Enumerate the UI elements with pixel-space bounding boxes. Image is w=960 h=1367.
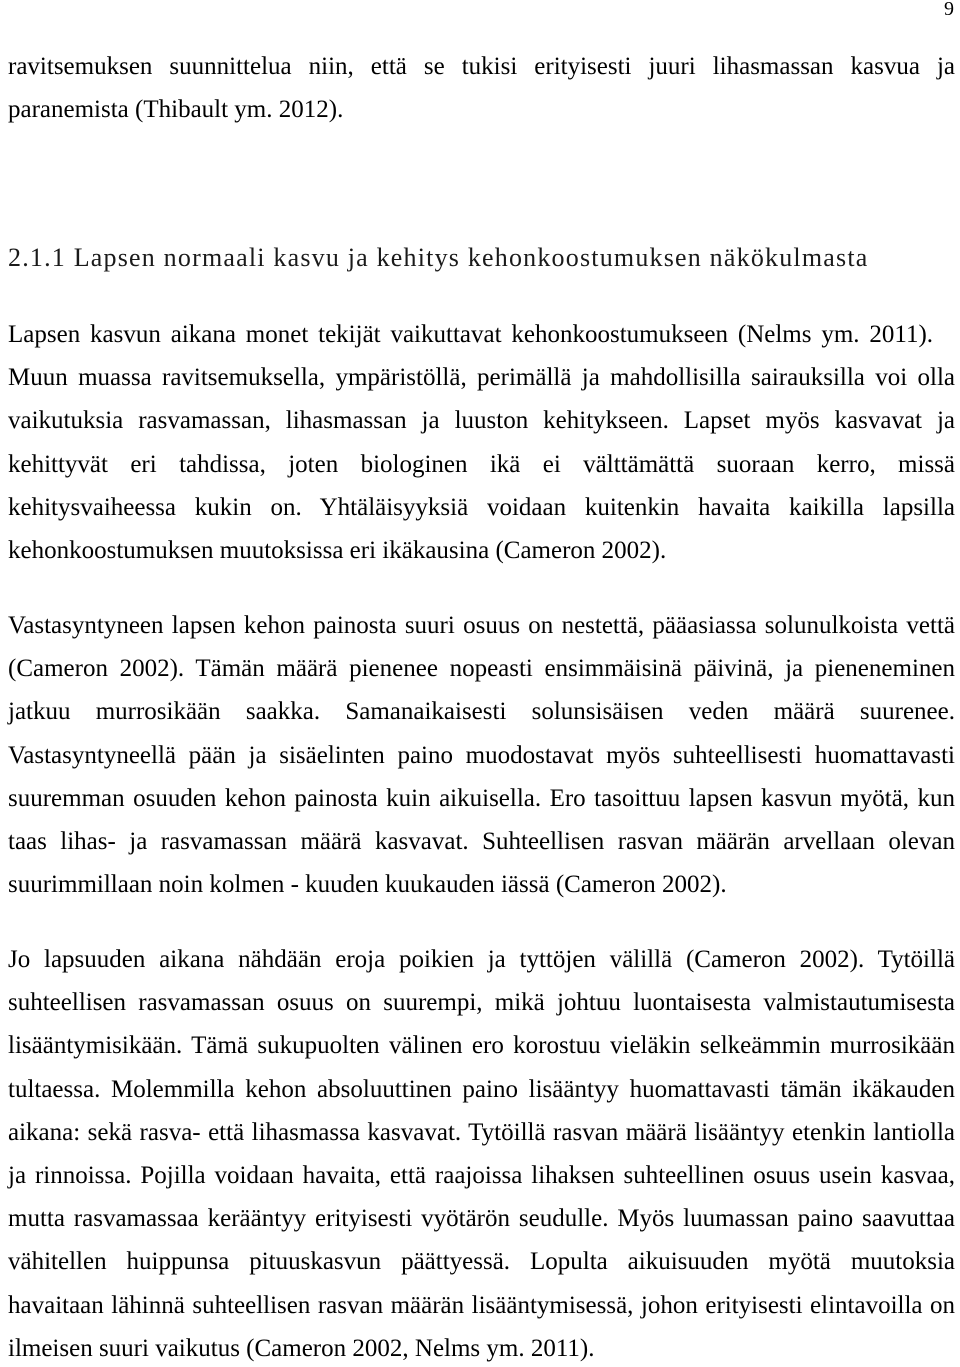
text-line: suhteellisen rasvamassan osuus on suurempi, mikä johtuu luontaisesta valmistautumisesta <box>8 989 955 1017</box>
text-line: (Cameron 2002). Tämän määrä pienenee nopeasti ensimmäisinä päivinä, ja pieneneminen <box>8 655 955 683</box>
text-line: Jo lapsuuden aikana nähdään eroja poikien ja tyttöjen välillä (Cameron 2002). Tytöillä <box>8 946 955 973</box>
text-line: Vastasyntyneellä pään ja sisäelinten paino muodostavat myös suhteellisesti huomattavasti <box>8 741 955 769</box>
text-line: kehitysvaiheessa kukin on. Yhtäläisyyksiä voidaan kuitenkin havaita kaikilla lapsilla <box>8 493 955 521</box>
text-line: Vastasyntyneen lapsen kehon painosta suuri osuus on nestettä, pääasiassa solunulkoista vettä <box>8 612 955 639</box>
text-line: ilmeisen suuri vaikutus (Cameron 2002, Nelms ym. 2011). <box>8 1334 595 1362</box>
text-line: vaikutuksia rasvamassan, lihasmassan ja luuston kehitykseen. Lapset myös kasvavat ja <box>8 407 955 435</box>
text-line: ja rinnoissa. Pojilla voidaan havaita, että raajoissa lihaksen suhteellinen osuus usein kasvaa, <box>8 1161 955 1189</box>
paragraph <box>8 609 955 902</box>
section-heading: 2.1.1 Lapsen normaali kasvu ja kehitys kehonkoostumuksen näkökulmasta <box>8 243 869 272</box>
text-line: taas lihas- ja rasvamassan määrä kasvavat. Suhteellisen rasvan määrän arvellaan olevan <box>8 827 955 855</box>
text-line: kehonkoostumuksen muutoksissa eri ikäkausina (Cameron 2002). <box>8 536 667 564</box>
page-number: 9 <box>944 0 954 20</box>
paragraph <box>8 318 955 568</box>
text-line: ravitsemuksen suunnittelua niin, että se tukisi erityisesti juuri lihasmassan kasvua ja <box>8 53 955 80</box>
text-line: suurimmillaan noin kolmen - kuuden kuukauden iässä (Cameron 2002). <box>8 871 727 899</box>
text-line: Lapsen kasvun aikana monet tekijät vaikuttavat kehonkoostumukseen (Nelms ym. 2011). <box>8 321 934 348</box>
text-line: vähitellen huippunsa pituuskasvun päättyessä. Lopulta aikuisuuden myötä muutoksia <box>8 1248 955 1276</box>
text-line: jatkuu murrosikään saakka. Samanaikaisesti solunsisäisen veden määrä suurenee. <box>8 698 955 726</box>
text-line: mutta rasvamassaa kerääntyy erityisesti vyötärön seudulle. Myös luumassan paino saavuttaa <box>8 1205 955 1233</box>
text-line: paranemista (Thibault ym. 2012). <box>8 96 344 124</box>
text-line: lisääntymisikään. Tämä sukupuolten välinen ero korostuu vieläkin selkeämmin murrosikään <box>8 1032 955 1060</box>
text-line: tultaessa. Molemmilla kehon absoluuttinen paino lisääntyy huomattavasti tämän ikäkauden <box>8 1075 955 1103</box>
paragraph <box>8 943 955 1366</box>
text-line: Muun muassa ravitsemuksella, ympäristöllä, perimällä ja mahdollisilla sairauksilla voi olla <box>8 364 955 392</box>
text-line: aikana: sekä rasva- että lihasmassa kasvavat. Tytöillä rasvan määrä lisääntyy etenkin lantiolla <box>8 1118 955 1146</box>
paragraph-intro <box>8 50 955 127</box>
text-line: havaitaan lähinnä suhteellisen rasvan määrän lisääntymisessä, johon erityisesti elintavoilla on <box>8 1291 955 1319</box>
text-line: kehittyvät eri tahdissa, joten biologinen ikä ei välttämättä suoraan kerro, missä <box>8 450 955 478</box>
text-line: suuremman osuuden kehon painosta kuin aikuisella. Ero tasoittuu lapsen kasvun myötä, kun <box>8 784 955 812</box>
